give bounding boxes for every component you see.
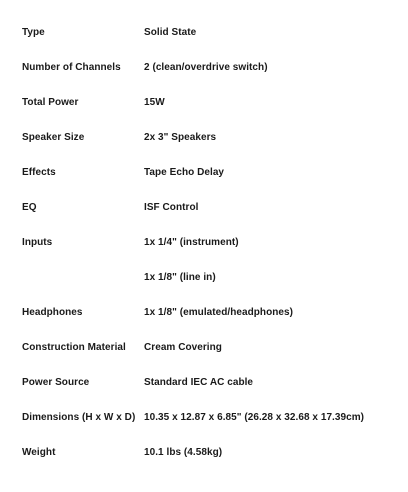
- spec-value: Cream Covering: [144, 342, 222, 353]
- spec-label: EQ: [22, 202, 37, 213]
- spec-label: Inputs: [22, 237, 53, 248]
- spec-value: 2 (clean/overdrive switch): [144, 62, 268, 73]
- spec-label: Dimensions (H x W x D): [22, 412, 136, 423]
- spec-label: Power Source: [22, 377, 90, 388]
- spec-row-power-source: [0, 365, 408, 400]
- spec-value: 10.1 lbs (4.58kg): [144, 447, 223, 458]
- spec-row-weight: [0, 435, 408, 470]
- spec-row-speaker-size: [0, 120, 408, 155]
- spec-row-total-power: [0, 85, 408, 120]
- spec-row-headphones: [0, 295, 408, 330]
- spec-row-dimensions: [0, 400, 408, 435]
- spec-label: Number of Channels: [22, 62, 121, 73]
- spec-value: 1x 1/8" (line in): [144, 272, 216, 283]
- spec-row-construction-material: [0, 330, 408, 365]
- spec-label: Construction Material: [22, 342, 126, 353]
- spec-value: Standard IEC AC cable: [144, 377, 254, 388]
- spec-row-type: [0, 15, 408, 50]
- spec-value: 2x 3" Speakers: [144, 132, 217, 143]
- spec-row-eq: [0, 190, 408, 225]
- spec-value: Tape Echo Delay: [144, 167, 225, 178]
- spec-row-effects: [0, 155, 408, 190]
- spec-row-inputs-continued: [0, 260, 408, 295]
- spec-value: ISF Control: [144, 202, 199, 213]
- spec-value: 10.35 x 12.87 x 6.85" (26.28 x 32.68 x 17.39cm): [144, 412, 365, 423]
- spec-value: Solid State: [144, 27, 197, 38]
- spec-label: Weight: [22, 447, 56, 458]
- spec-value: 1x 1/4" (instrument): [144, 237, 239, 248]
- spec-label: Speaker Size: [22, 132, 85, 143]
- spec-row-inputs: [0, 225, 408, 260]
- spec-value: 1x 1/8" (emulated/headphones): [144, 307, 294, 318]
- spec-label: Type: [22, 27, 45, 38]
- spec-value: 15W: [144, 97, 165, 108]
- spec-label: Total Power: [22, 97, 79, 108]
- spec-label: Effects: [22, 167, 56, 178]
- spec-row-number-of-channels: [0, 50, 408, 85]
- spec-label: Headphones: [22, 307, 83, 318]
